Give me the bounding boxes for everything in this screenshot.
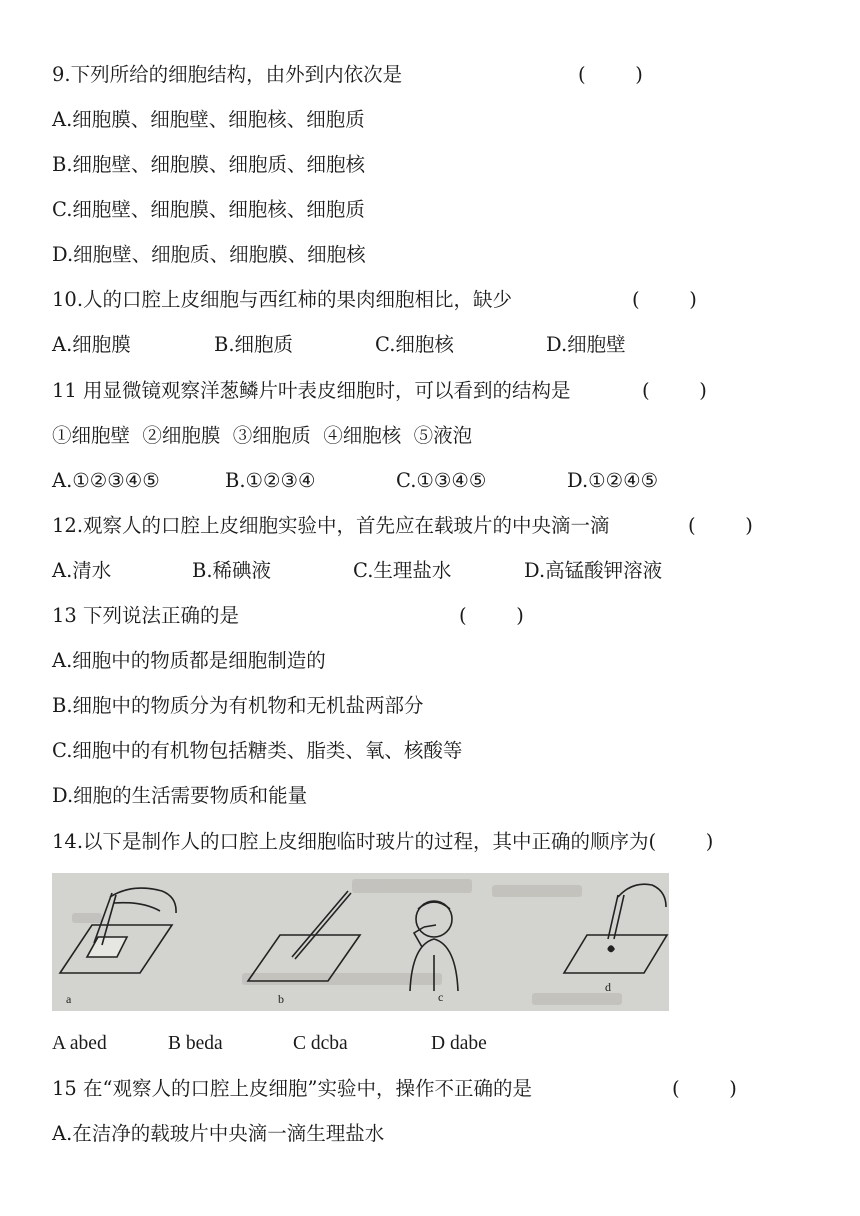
q9-option-c: C.细胞壁、细胞膜、细胞核、细胞质: [52, 198, 365, 221]
q12-option-d: D.高锰酸钾溶液: [524, 559, 663, 582]
q14-option-b: B beda: [168, 1033, 223, 1054]
q10-stem: 10.人的口腔上皮细胞与西红柿的果肉细胞相比，缺少: [52, 288, 513, 311]
q12-answer-paren: ( ): [688, 514, 753, 537]
q12-option-b: B.稀碘液: [192, 559, 272, 582]
q13-option-d: D.细胞的生活需要物质和能量: [52, 784, 308, 807]
q11-answer-paren: ( ): [642, 379, 707, 402]
q11-stem: 11 用显微镜观察洋葱鳞片叶表皮细胞时，可以看到的结构是: [52, 379, 571, 402]
q13-stem: 13 下列说法正确的是: [52, 604, 240, 627]
q13-answer-paren: ( ): [459, 604, 524, 627]
q15-option-a: A.在洁净的载玻片中央滴一滴生理盐水: [52, 1122, 385, 1145]
q10-answer-paren: ( ): [632, 288, 697, 311]
q11-option-b: B.①②③④: [225, 469, 316, 492]
q12-option-c: C.生理盐水: [353, 559, 452, 582]
q10-option-b: B.细胞质: [214, 333, 294, 356]
q9-option-a: A.细胞膜、细胞壁、细胞核、细胞质: [52, 108, 365, 131]
figure-label-c: c: [438, 990, 444, 1004]
q9-stem: 9.下列所给的细胞结构，由外到内依次是: [52, 63, 403, 86]
q13-option-a: A.细胞中的物质都是细胞制造的: [52, 649, 326, 672]
q9-option-d: D.细胞壁、细胞质、细胞膜、细胞核: [52, 243, 366, 266]
q14-stem: 14.以下是制作人的口腔上皮细胞临时玻片的过程，其中正确的顺序为( ): [52, 830, 714, 853]
step-a-illustration: [60, 888, 176, 973]
q15-stem: 15 在“观察人的口腔上皮细胞”实验中，操作不正确的是: [52, 1077, 532, 1100]
q10-option-c: C.细胞核: [375, 333, 454, 356]
q15-answer-paren: ( ): [672, 1077, 737, 1100]
q12-option-a: A.清水: [52, 559, 112, 582]
q14-option-a: A abed: [52, 1033, 107, 1054]
figure-label-a: a: [66, 992, 72, 1006]
q11-option-a: A.①②③④⑤: [52, 469, 160, 492]
q13-option-b: B.细胞中的物质分为有机物和无机盐两部分: [52, 694, 424, 717]
q11-option-d: D.①②④⑤: [567, 469, 659, 492]
figure-label-d: d: [605, 980, 611, 994]
q14-option-c: C dcba: [293, 1033, 348, 1054]
q10-option-d: D.细胞壁: [546, 333, 626, 356]
q14-option-d: D dabe: [431, 1033, 487, 1054]
step-d-illustration: [564, 884, 667, 973]
q11-items: ①细胞壁 ②细胞膜 ③细胞质 ④细胞核 ⑤液泡: [52, 424, 473, 447]
q13-option-c: C.细胞中的有机物包括糖类、脂类、氧、核酸等: [52, 739, 463, 762]
slide-preparation-figure: [52, 873, 669, 1011]
q12-stem: 12.观察人的口腔上皮细胞实验中，首先应在载玻片的中央滴一滴: [52, 514, 610, 537]
figure-label-b: b: [278, 992, 284, 1006]
q9-option-b: B.细胞壁、细胞膜、细胞质、细胞核: [52, 153, 366, 176]
q9-answer-paren: ( ): [578, 63, 643, 86]
q10-option-a: A.细胞膜: [52, 333, 131, 356]
q11-option-c: C.①③④⑤: [396, 469, 487, 492]
step-b-illustration: [248, 891, 360, 981]
